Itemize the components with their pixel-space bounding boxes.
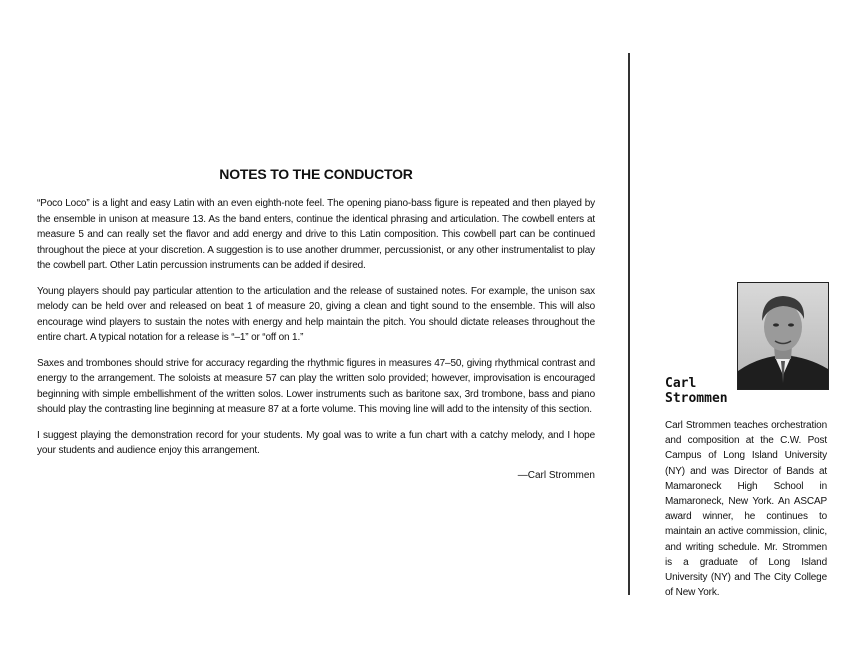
notes-section xyxy=(37,166,595,483)
portrait-image xyxy=(738,283,828,389)
author-photo xyxy=(737,282,829,390)
author-name xyxy=(665,376,745,406)
column-divider xyxy=(628,53,630,595)
author-first-name: Carl xyxy=(665,376,697,391)
paragraph-2: Young players should pay particular attention to the articulation and the release of sustained notes. For example, the unison sax melody can be held over and released on beat 1 of measure 20, giving a clean and tight sound to the ensemble. This will also encourage wind players to sustain the notes with energy and help maintain the pitch. You should dictate releases throughout the entire chart. A typical notation for a release is “–1” or “off on 1.” xyxy=(37,285,595,343)
author-bio: Carl Strommen teaches orchestration and composition at the C.W. Post Campus of Long Island University (NY) and was Director of Bands at Mamaroneck High School in Mamaroneck, New York. An ASCAP award winner, he continues to maintain an active commission, clinic, and writing schedule. Mr. Strommen is a graduate of Long Island University (NY) and The City College of New York. xyxy=(665,420,827,599)
author-last-name: Strommen xyxy=(665,391,728,406)
paragraph-1: “Poco Loco” is a light and easy Latin with an even eighth-note feel. The opening piano-bass figure is repeated and then played by the ensemble in unison at measure 13. As the band enters, continue the identical phrasing and articulation. The cowbell enters at measure 5 and can really set the flavor and add energy and drive to this Latin composition. This cowbell part can be continued throughout the piece at your discretion. A suggestion is to use another drummer, percussionist, or any other instrumentalist to play the cowbell part. Other Latin percussion instruments can be added if desired. xyxy=(37,198,595,271)
page-title: NOTES TO THE CONDUCTOR xyxy=(219,166,413,182)
paragraph-3: Saxes and trombones should strive for accuracy regarding the rhythmic figures in measures 47–50, giving rhythmical contrast and energy to the arrangement. The soloists at measure 57 can play the written solo provided; however, improvisation is encouraged beginning with simple embellishment of the written solos. Lower instruments such as baritone sax, 3rd trombone, bass and piano should play the contrasting line beginning at measure 87 at a forte volume. This moving line will add to the intensity of this section. xyxy=(37,357,595,415)
paragraph-4: I suggest playing the demonstration record for your students. My goal was to write a fun chart with a catchy melody, and I hope your students and audience enjoy this arrangement. xyxy=(37,429,595,456)
signature: —Carl Strommen xyxy=(517,469,595,481)
